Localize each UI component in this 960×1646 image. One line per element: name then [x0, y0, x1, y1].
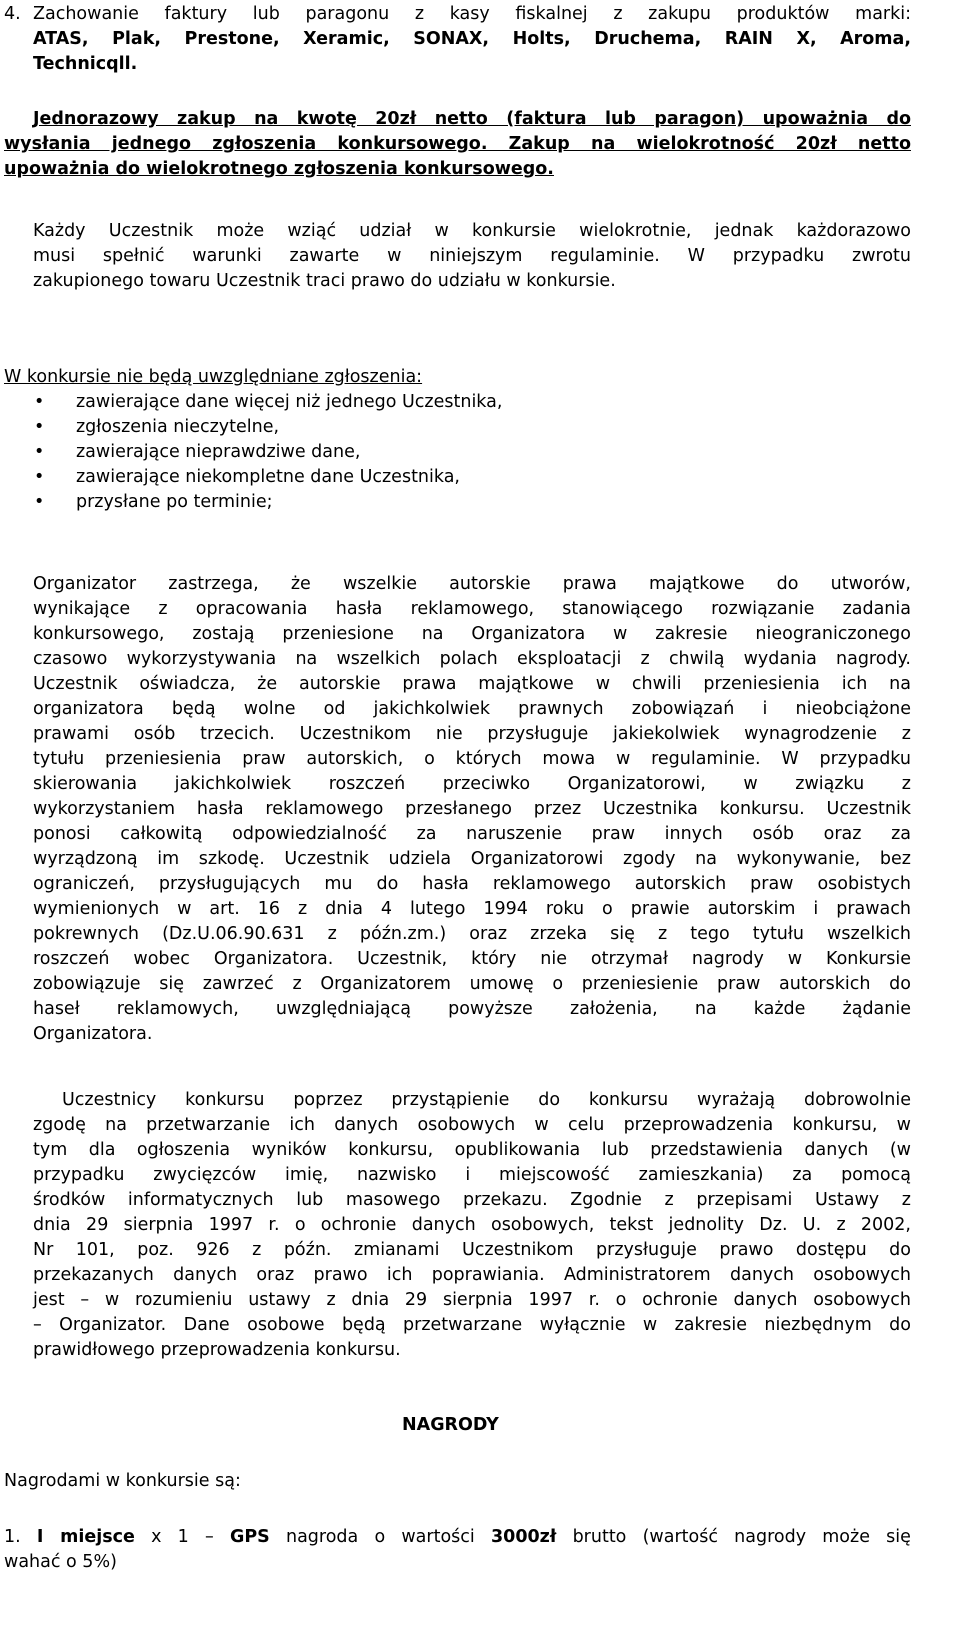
bullet-icon: • — [34, 442, 45, 462]
paragraph-line: – Organizator. Dane osobowe będą przetwarzane wyłącznie w zakresie niezbędnym do — [33, 1315, 911, 1335]
prize-first — [4, 1525, 911, 1575]
paragraph-line: dnia 29 sierpnia 1997 r. o ochronie danych osobowych, tekst jednolity Dz. U. z 2002, — [33, 1215, 911, 1235]
paragraph-line: ograniczeń, przysługujących mu do hasła reklamowego autorskich praw osobistych — [33, 874, 911, 894]
item-4-line-1: Zachowanie faktury lub paragonu z kasy fiskalnej z zakupu produktów marki: — [33, 4, 911, 24]
list-item — [34, 490, 502, 515]
paragraph-line: tytułu przeniesienia praw autorskich, o których mowa w regulaminie. W przypadku — [33, 749, 911, 769]
participation-line-1: Każdy Uczestnik może wziąć udział w konkursie wielokrotnie, jednak każdorazowo — [33, 221, 911, 241]
prize-first-desc: nagroda o wartości — [285, 1527, 475, 1547]
paragraph-line: tym dla ogłoszenia wyników konkursu, opublikowania lub przedstawienia danych (w — [33, 1140, 911, 1160]
prize-first-number: 1. — [4, 1527, 21, 1547]
paragraph-line: Uczestnik oświadcza, że autorskie prawa majątkowe w chwili przeniesienia ich na — [33, 674, 911, 694]
item-4-line-3: Technicqll. — [33, 54, 138, 74]
paragraph-line: roszczeń wobec Organizatora. Uczestnik, który nie otrzymał nagrody w Konkursie — [33, 949, 911, 969]
paragraph-line: Organizatora. — [33, 1024, 153, 1044]
prize-first-line-1 — [4, 1525, 911, 1550]
purchase-rules-line-1: Jednorazowy zakup na kwotę 20zł netto (faktura lub paragon) upoważnia do — [33, 109, 911, 129]
bullet-icon: • — [34, 467, 45, 487]
bullet-icon: • — [34, 417, 45, 437]
participation-line-3: zakupionego towaru Uczestnik traci prawo do udziału w konkursie. — [33, 271, 616, 291]
item-4-line-2: ATAS, Plak, Prestone, Xeramic, SONAX, Holts, Druchema, RAIN X, Aroma, — [33, 29, 911, 49]
paragraph-line: konkursowego, zostają przeniesione na Organizatora w zakresie nieograniczonego — [33, 624, 911, 644]
purchase-rules — [4, 107, 911, 182]
paragraph-line: haseł reklamowych, uwzględniającą powyższe założenia, na każde żądanie — [33, 999, 911, 1019]
paragraph-line: Organizator zastrzega, że wszelkie autorskie prawa majątkowe do utworów, — [33, 574, 911, 594]
paragraph-line: zgodę na przetwarzanie ich danych osobowych w celu przeprowadzenia konkursu, w — [33, 1115, 911, 1135]
paragraph-line: przypadku zwycięzców imię, nazwisko i miejscowość zamieszkania) za pomocą — [33, 1165, 911, 1185]
prizes-intro: Nagrodami w konkursie są: — [4, 1471, 241, 1491]
list-item — [34, 415, 502, 440]
paragraph-line: jest – w rozumieniu ustawy z dnia 29 sierpnia 1997 r. o ochronie danych osobowych — [33, 1290, 911, 1310]
item-4-text — [33, 2, 911, 77]
paragraph-line: Nr 101, poz. 926 z późn. zmianami Uczestnikom przysługuje prawo dostępu do — [33, 1240, 911, 1260]
list-item — [34, 465, 502, 490]
paragraph-line: prawidłowego przeprowadzenia konkursu. — [33, 1340, 401, 1360]
purchase-rules-line-3: upoważnia do wielokrotnego zgłoszenia konkursowego. — [4, 159, 554, 179]
purchase-rules-line-2: wysłania jednego zgłoszenia konkursowego. Zakup na wielokrotność 20zł netto — [4, 134, 911, 154]
prizes-heading: NAGRODY — [402, 1415, 499, 1435]
paragraph-line: wyrządzoną im szkodę. Uczestnik udziela Organizatorowi zgody na wykonywanie, bez — [33, 849, 911, 869]
prize-first-suffix: brutto (wartość nagrody może się — [572, 1527, 911, 1547]
list-item-text: zawierające nieprawdziwe dane, — [76, 442, 361, 462]
paragraph-line: prawami osób trzecich. Uczestnikom nie przysługuje jakiekolwiek wynagrodzenie z — [33, 724, 911, 744]
bullet-icon: • — [34, 392, 45, 412]
paragraph-line: ponosi całkowitą odpowiedzialność za naruszenie praw innych osób oraz za — [33, 824, 911, 844]
list-item — [34, 440, 502, 465]
exclusions-heading — [4, 365, 422, 390]
list-item-text: zawierające niekompletne dane Uczestnika, — [76, 467, 460, 487]
list-item-text: przysłane po terminie; — [76, 492, 273, 512]
paragraph-line: wymienionych w art. 16 z dnia 4 lutego 1994 roku o prawie autorskim i prawach — [33, 899, 911, 919]
list-item-text: zawierające dane więcej niż jednego Uczestnika, — [76, 392, 503, 412]
list-item — [34, 390, 503, 415]
exclusions-heading-text: W konkursie nie będą uwzględniane zgłoszenia: — [4, 367, 423, 387]
paragraph-line: wynikające z opracowania hasła reklamowego, stanowiącego rozwiązanie zadania — [33, 599, 911, 619]
paragraph-line: czasowo wykorzystywania na wszelkich polach eksploatacji z chwilą wydania nagrody. — [33, 649, 911, 669]
prize-first-place: I miejsce — [36, 1527, 135, 1547]
paragraph-line: skierowania jakichkolwiek roszczeń przeciwko Organizatorowi, w związku z — [33, 774, 911, 794]
prize-first-item: GPS — [229, 1527, 270, 1547]
paragraph-line: pokrewnych (Dz.U.06.90.631 z późn.zm.) oraz zrzeka się z tego tytułu wszelkich — [33, 924, 911, 944]
prize-first-value: 3000zł — [490, 1527, 557, 1547]
participation-line-2: musi spełnić warunki zawarte w niniejszym regulaminie. W przypadku zwrotu — [33, 246, 911, 266]
paragraph-line: zobowiązuje się zawrzeć z Organizatorem umowę o przeniesienie praw autorskich do — [33, 974, 911, 994]
copyright-paragraph — [33, 572, 911, 1047]
paragraph-line: środków informatycznych lub masowego przekazu. Zgodnie z przepisami Ustawy z — [33, 1190, 911, 1210]
bullet-icon: • — [34, 492, 45, 512]
paragraph-line: wykorzystaniem hasła reklamowego przesłanego przez Uczestnika konkursu. Uczestnik — [33, 799, 911, 819]
list-item-text: zgłoszenia nieczytelne, — [76, 417, 280, 437]
participation-paragraph — [33, 219, 911, 294]
prize-first-line-2: wahać o 5%) — [4, 1552, 117, 1572]
paragraph-line: przekazanych danych oraz prawo ich poprawiania. Administratorem danych osobowych — [33, 1265, 911, 1285]
prize-first-qty: x 1 – — [151, 1527, 214, 1547]
paragraph-line: organizatora będą wolne od jakichkolwiek prawnych zobowiązań i nieobciążone — [33, 699, 911, 719]
item-4-number: 4. — [4, 4, 21, 24]
personal-data-paragraph — [33, 1088, 911, 1363]
exclusions-list — [34, 390, 503, 515]
paragraph-line: Uczestnicy konkursu poprzez przystąpienie do konkursu wyrażają dobrowolnie — [62, 1090, 911, 1110]
